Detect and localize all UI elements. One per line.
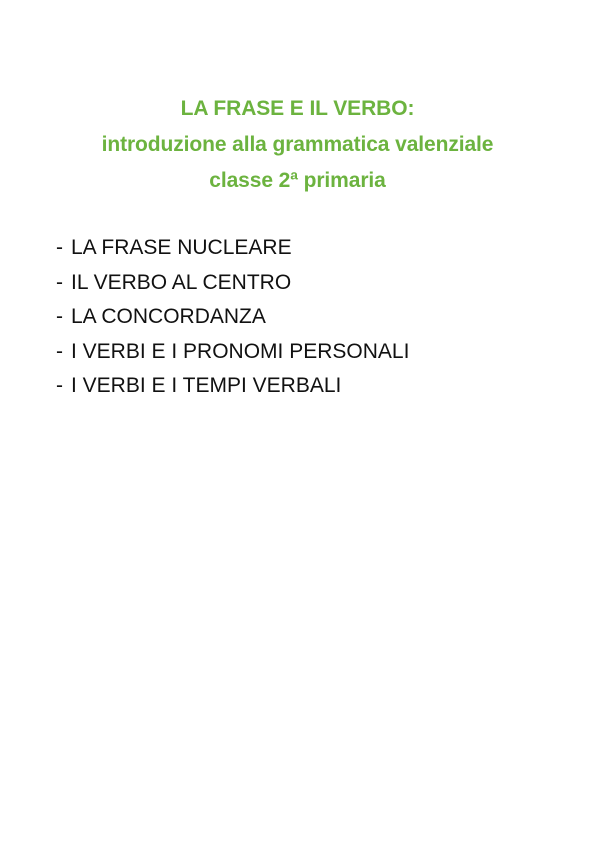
list-bullet: -: [56, 305, 63, 328]
list-item-label: I VERBI E I TEMPI VERBALI: [71, 374, 342, 397]
list-item-label: LA CONCORDANZA: [71, 305, 266, 328]
list-bullet: -: [56, 339, 63, 363]
list-bullet: -: [56, 236, 63, 259]
list-item: [56, 300, 409, 335]
document-title: LA FRASE E IL VERBO:: [180, 97, 415, 120]
list-item-label: LA FRASE NUCLEARE: [71, 236, 292, 259]
list-item: [56, 266, 409, 301]
document-heading: [0, 91, 595, 199]
list-bullet: -: [56, 270, 63, 294]
class-level: classe 2ª primaria: [209, 169, 386, 192]
list-item: [56, 369, 409, 404]
list-item-label: I VERBI E I PRONOMI PERSONALI: [71, 339, 410, 363]
list-item-label: IL VERBO AL CENTRO: [71, 270, 292, 294]
list-bullet: -: [56, 374, 63, 397]
list-item: [56, 231, 409, 266]
topic-list: [56, 231, 409, 404]
list-item: [56, 335, 409, 370]
document-subtitle: introduzione alla grammatica valenziale: [101, 133, 494, 156]
